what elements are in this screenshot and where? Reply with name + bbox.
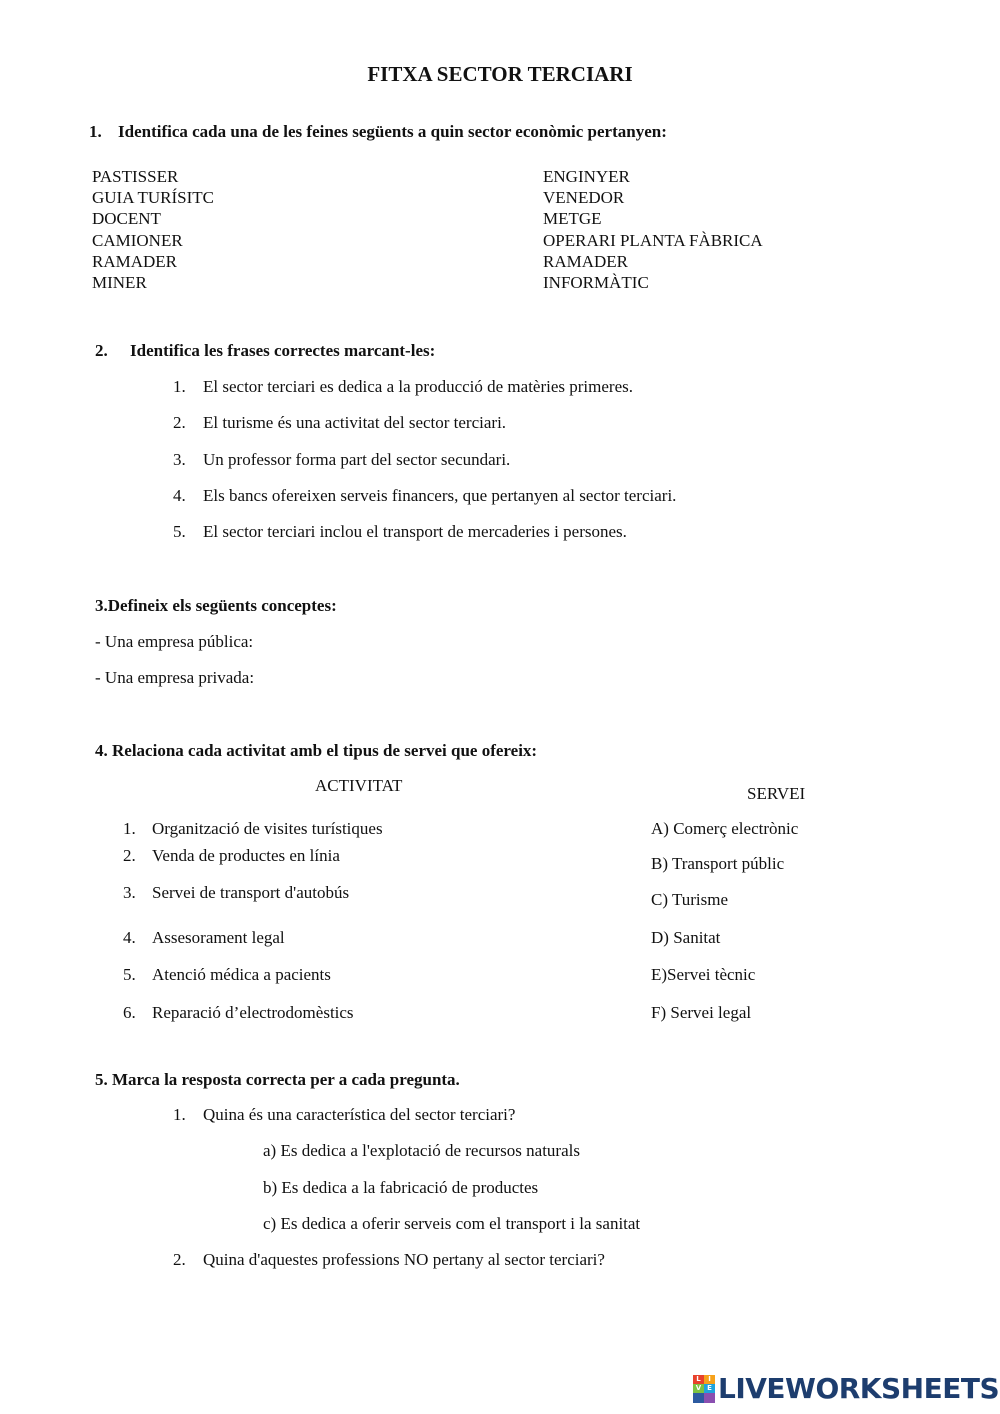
q4-activity-5 — [123, 965, 331, 984]
q5-option-c: c) Es dedica a oferir serveis com el transport i la sanitat — [263, 1214, 641, 1233]
q3-item-private: - Una empresa privada: — [95, 668, 255, 687]
q1-left-job-2: DOCENT — [92, 209, 161, 228]
q4-activity-number: 5. — [123, 965, 136, 984]
q1-right-job-3: OPERARI PLANTA FÀBRICA — [543, 231, 763, 250]
q4-activity-number: 6. — [123, 1003, 136, 1022]
logo-mark-cell: V — [693, 1384, 704, 1393]
q5-question-2 — [173, 1250, 605, 1269]
q2-item-text: Un professor forma part del sector secundari. — [203, 450, 511, 469]
q4-activity-text: Servei de transport d'autobús — [152, 883, 350, 902]
q2-item-text: El sector terciari es dedica a la producció de matèries primeres. — [203, 377, 633, 396]
q1-left-job-0: PASTISSER — [92, 167, 179, 186]
q4-activity-3 — [123, 883, 350, 902]
q1-left-job-3: CAMIONER — [92, 231, 183, 250]
q4-service-f: F) Servei legal — [651, 1003, 752, 1022]
q1-heading-text: Identifica cada una de les feines següents a quin sector econòmic pertanyen: — [118, 122, 667, 141]
q2-item-text: El sector terciari inclou el transport de mercaderies i persones. — [203, 522, 627, 541]
q4-service-e: E)Servei tècnic — [651, 965, 756, 984]
q4-col-service: SERVEI — [747, 784, 806, 803]
q2-item-text: Els bancs ofereixen serveis financers, que pertanyen al sector terciari. — [203, 486, 677, 505]
logo-mark-cell: I — [704, 1375, 715, 1384]
q4-service-d: D) Sanitat — [651, 928, 721, 947]
q2-item-4 — [173, 486, 677, 505]
q5-question-number: 2. — [173, 1250, 186, 1269]
q5-question-text: Quina és una característica del sector terciari? — [203, 1105, 516, 1124]
q4-col-activity: ACTIVITAT — [315, 776, 403, 795]
q1-left-job-5: MINER — [92, 273, 147, 292]
q4-activity-text: Atenció médica a pacients — [152, 965, 331, 984]
q1-right-job-5: INFORMÀTIC — [543, 273, 649, 292]
logo-mark-cell: L — [693, 1375, 704, 1384]
q4-heading: 4. Relaciona cada activitat amb el tipus de servei que ofereix: — [95, 741, 538, 760]
q1-number: 1. — [89, 122, 102, 141]
liveworksheets-logo-text: LIVEWORKSHEETS — [718, 1372, 1000, 1405]
q4-activity-text: Assesorament legal — [152, 928, 285, 947]
q5-option-a: a) Es dedica a l'explotació de recursos naturals — [263, 1141, 580, 1160]
q2-heading-text: Identifica les frases correctes marcant-les: — [130, 341, 436, 360]
liveworksheets-logo — [693, 1374, 999, 1404]
q4-activity-text: Reparació d’electrodomèstics — [152, 1003, 354, 1022]
q2-heading — [95, 342, 435, 359]
logo-mark-cell — [693, 1393, 704, 1403]
logo-mark-cell — [704, 1393, 715, 1403]
q4-service-c: C) Turisme — [651, 890, 728, 909]
q4-activity-number: 4. — [123, 928, 136, 947]
liveworksheets-logo-icon — [693, 1375, 715, 1403]
q4-activity-text: Organització de visites turístiques — [152, 819, 383, 838]
q3-heading: 3.Defineix els següents conceptes: — [95, 596, 337, 615]
q4-activity-4 — [123, 928, 285, 947]
q2-item-number: 5. — [173, 522, 186, 541]
q2-item-number: 1. — [173, 377, 186, 396]
q4-activity-number: 1. — [123, 819, 136, 838]
q2-item-1 — [173, 377, 633, 396]
q4-activity-2 — [123, 846, 340, 865]
q2-item-5 — [173, 522, 627, 541]
q2-number: 2. — [95, 341, 108, 360]
q4-service-a: A) Comerç electrònic — [651, 819, 799, 838]
q1-right-job-1: VENEDOR — [543, 188, 625, 207]
q2-item-number: 2. — [173, 413, 186, 432]
q4-activity-number: 3. — [123, 883, 136, 902]
q1-heading — [89, 123, 667, 140]
q5-question-number: 1. — [173, 1105, 186, 1124]
q5-question-text: Quina d'aquestes professions NO pertany al sector terciari? — [203, 1250, 605, 1269]
page-title: FITXA SECTOR TERCIARI — [367, 62, 633, 86]
q5-question-1 — [173, 1105, 516, 1124]
q4-activity-6 — [123, 1003, 354, 1022]
q2-item-2 — [173, 413, 507, 432]
q4-activity-1 — [123, 819, 383, 838]
q1-left-job-1: GUIA TURÍSITC — [92, 188, 214, 207]
q3-item-public: - Una empresa pública: — [95, 632, 254, 651]
q1-right-job-0: ENGINYER — [543, 167, 630, 186]
q4-activity-number: 2. — [123, 846, 136, 865]
q2-item-3 — [173, 450, 511, 469]
q2-item-number: 3. — [173, 450, 186, 469]
q1-right-job-4: RAMADER — [543, 252, 629, 271]
q4-service-b: B) Transport públic — [651, 854, 785, 873]
q2-item-number: 4. — [173, 486, 186, 505]
q5-heading: 5. Marca la resposta correcta per a cada pregunta. — [95, 1070, 460, 1089]
q2-item-text: El turisme és una activitat del sector terciari. — [203, 413, 507, 432]
logo-mark-cell: E — [704, 1384, 715, 1393]
q1-right-job-2: METGE — [543, 209, 602, 228]
q4-activity-text: Venda de productes en línia — [152, 846, 340, 865]
q1-left-job-4: RAMADER — [92, 252, 178, 271]
q5-option-b: b) Es dedica a la fabricació de productes — [263, 1178, 539, 1197]
